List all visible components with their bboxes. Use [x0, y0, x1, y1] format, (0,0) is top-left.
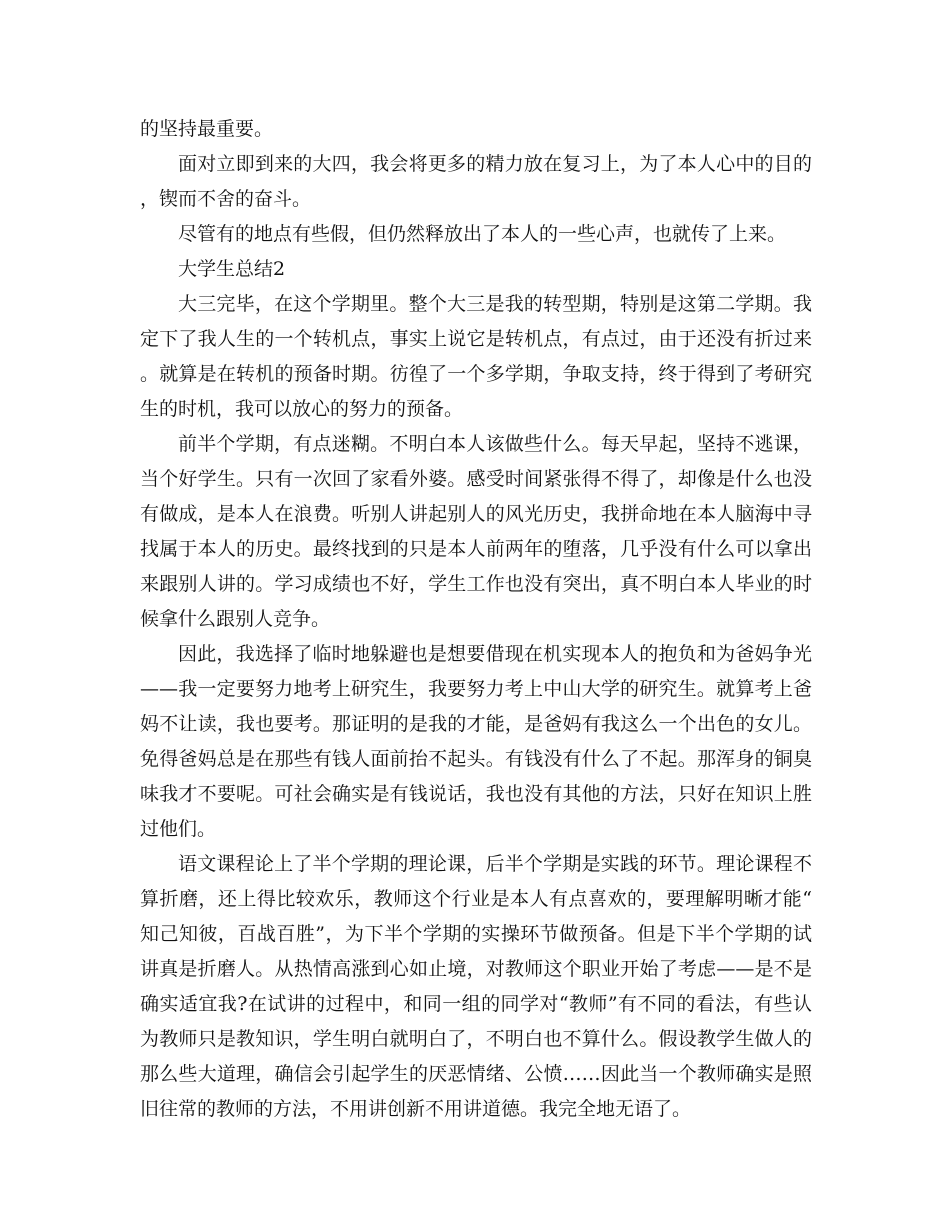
paragraph-graduate-exam: 因此，我选择了临时地躲避也是想要借现在机实现本人的抱负和为爸妈争光——我一定要努力地考上研究生，我要努力考上中山大学的研究生。就算考上爸妈不让读，我也要考。那证明的是我的才能，是爸妈有我这么一个出色的女儿。免得爸妈总是在那些有钱人面前抬不起头。有钱没有什么了不起。那浑身的铜臭味我才不要呢。可社会确实是有钱说话，我也没有其他的方法，只好在知识上胜过他们。 [140, 643, 812, 840]
section-heading: 大学生总结2 [178, 258, 286, 280]
paragraph-first-half-semester: 前半个学期，有点迷糊。不明白本人该做些什么。每天早起，坚持不逃课，当个好学生。只有一次回了家看外婆。感受时间紧张得不得了，却像是什么也没有做成，是本人在浪费。听别人讲起别人的风光历史，我拼命地在本人脑海中寻找属于本人的历史。最终找到的只是本人前两年的堕落，几乎没有什么可以拿出来跟别人讲的。学习成绩也不好，学生工作也没有突出，真不明白本人毕业的时候拿什么跟别人竞争。 [140, 433, 812, 630]
paragraph-junior-year: 大三完毕，在这个学期里。整个大三是我的转型期，特别是这第二学期。我定下了我人生的一个转机点，事实上说它是转机点，有点过，由于还没有折过来。就算是在转机的预备时期。彷徨了一个多学期，争取支持，终于得到了考研究生的时机，我可以放心的努力的预备。 [140, 293, 812, 420]
paragraph-continuation: 的坚持最重要。 [140, 118, 274, 140]
paragraph-chinese-course: 语文课程论上了半个学期的理论课，后半个学期是实践的环节。理论课程不算折磨，还上得比较欢乐，教师这个行业是本人有点喜欢的，要理解明晰才能“知己知彼，百战百胜”，为下半个学期的实操环节做预备。但是下半个学期的试讲真是折磨人。从热情高涨到心如止境，对教师这个职业开始了考虑——是不是确实适宜我?在试讲的过程中，和同一组的同学对“教师”有不同的看法，有些认为教师只是教知识，学生明白就明白了，不明白也不算什么。假设教学生做人的那么些大道理，确信会引起学生的厌恶情绪、公愤……因此当一个教师确实是照旧往常的教师的方法，不用讲创新不用讲道德。我完全地无语了。 [140, 853, 812, 1120]
paragraph-closing-note: 尽管有的地点有些假，但仍然释放出了本人的一些心声，也就传了上来。 [178, 223, 787, 245]
paragraph-senior-year-plan: 面对立即到来的大四，我会将更多的精力放在复习上，为了本人心中的目的，锲而不舍的奋斗。 [140, 153, 812, 210]
document-page [140, 112, 812, 1127]
